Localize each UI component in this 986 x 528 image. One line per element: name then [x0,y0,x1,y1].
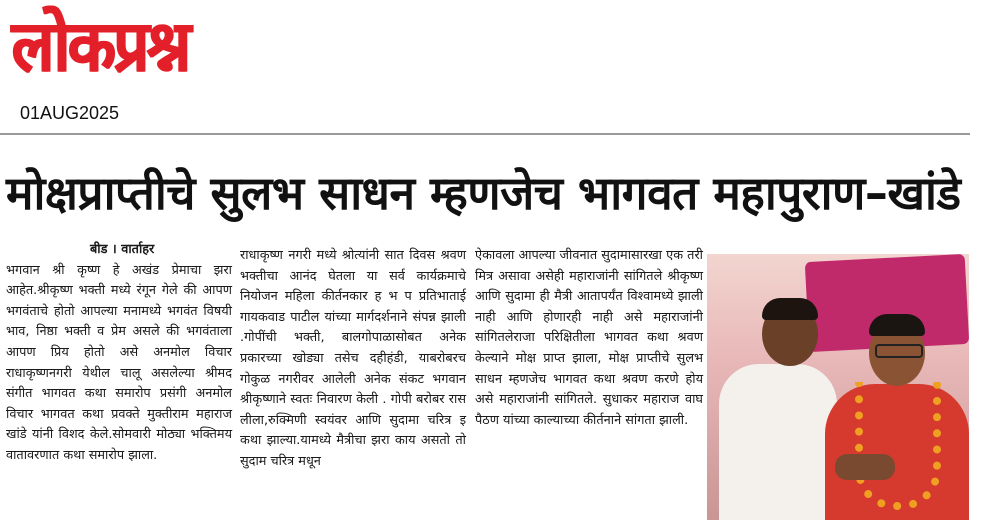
newspaper-logo: लोकप्रश्न [12,3,189,88]
handshake [835,454,895,480]
event-photo [707,254,969,520]
column-3-text: ऐकावला आपल्या जीवनात सुदामासारखा एक तरी मित्र असावा असेही महाराजांनी सांगितले श्रीकृष्ण आणि सुदामा ही मैत्री आतापर्यंत विश्वामध्ये झाली नाही आणि होणारही नाही असे महाराजांनी सांगितलेराजा परिक्षितीला भागवत कथा श्रवण केल्याने मोक्ष प्राप्त झाला, मोक्ष प्राप्तीचे सुलभ साधन म्हणजेच भागवत कथा श्रवण करणे होय असे महाराजांनी सांगितले. सुधाकर महाराज वाघ पैठण यांच्या काल्याच्या कीर्तनाने सांगता झाली. [475,248,703,428]
article-headline: मोक्षप्राप्तीचे सुलभ साधन म्हणजेच भागवत महापुराण–खांडे [6,166,961,220]
column-1-text: भगवान श्री कृष्ण हे अखंड प्रेमाचा झरा आहेत.श्रीकृष्ण भक्ती मध्ये रंगून गेले की आपण भगवंताचे होतो आपल्या मनामध्ये भगवंत विषयी भाव, निष्ठा भक्ती व प्रेम असले की भगवंताला आपण प्रिय होतो असे अनमोल विचार राधाकृष्णनगरी येथील चालू असलेल्या श्रीमद संगीत भागवत कथा समारोप प्रसंगी अनमोल विचार भागवत कथा प्रवक्ते मुक्तीराम महाराज खांडे यांनी विशद केले.सोमवारी मोठ्या भक्तिमय वातावरणात कथा समारोप झाला. [6,262,232,463]
column-2-text: राधाकृष्ण नगरी मध्ये श्रोत्यांनी सात दिवस श्रवण भक्तीचा आनंद घेतला या सर्व कार्यक्रमाचे नियोजन महिला कीर्तनकार ह भ प प्रतिभाताई गायकवाड पाटील यांच्या मार्गदर्शनाने संपन्न झाली .गोपींची भक्ती, बालगोपाळासोबत अनेक प्रकारच्या खोड्या तसेच दहीहंडी, याबरोबरच गोकुळ नगरीवर आलेली अनेक संकट भगवान श्रीकृष्णाने स्वतः निवारण केली . गोपी बरोबर रास लीला,रुक्मिणी स्वयंवर आणि सुदामा चरित्र इ कथा झाल्या.यामध्ये मैत्रीचा झरा काय असतो तो सुदाम चरित्र मधून [240,248,466,469]
honoree-hair [869,314,925,336]
divider-rule [0,133,970,135]
article-column-1 [6,240,232,467]
dateline: बीड । वार्ताहर [90,242,155,257]
article-column-3 [475,246,703,431]
garland [855,382,941,510]
masthead [12,2,302,102]
speaker-hair [762,298,818,320]
glasses-icon [875,344,923,358]
issue-date: 01AUG2025 [20,103,120,123]
speaker-figure [719,364,837,520]
article-column-2 [240,246,466,473]
